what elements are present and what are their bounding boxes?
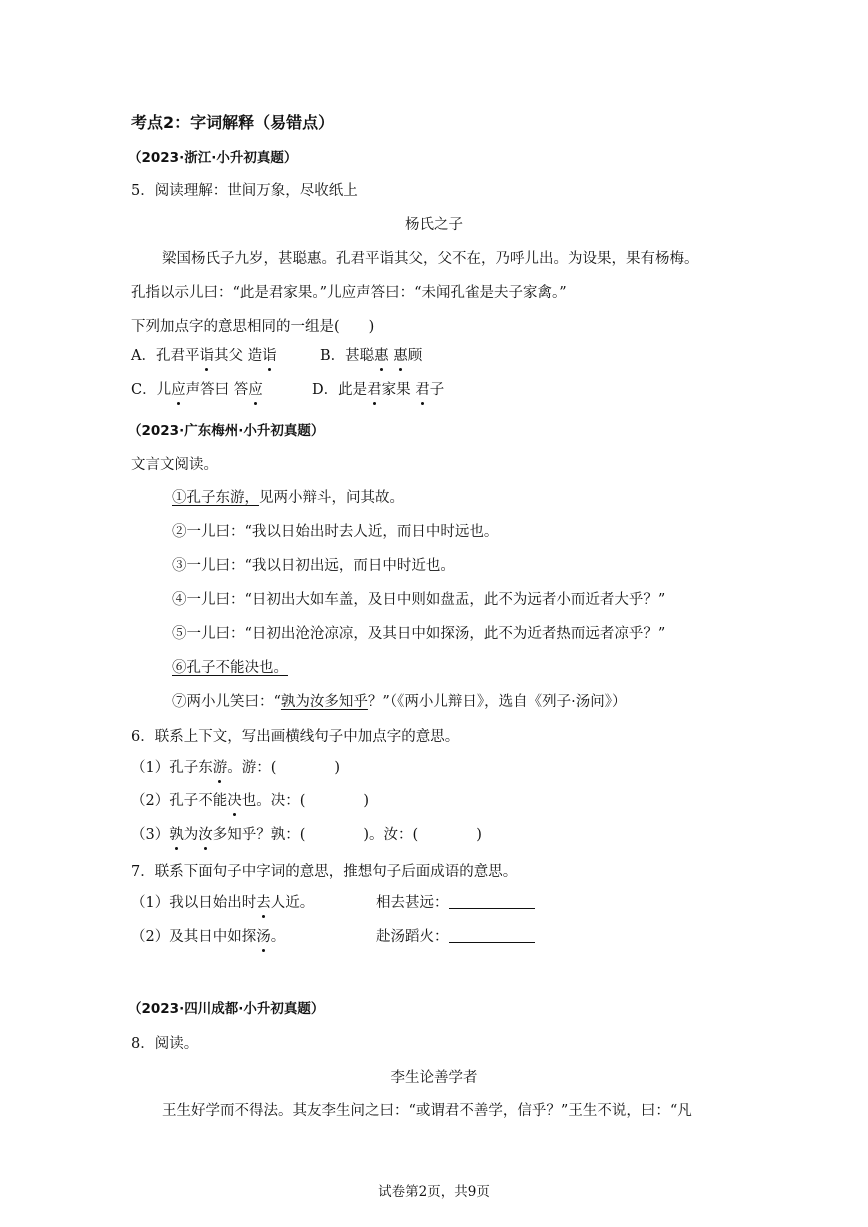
question-7-item: （1）我以日始出时去人近。 bbox=[131, 895, 315, 911]
passage-line: ⑥孔子不能决也。 bbox=[172, 660, 288, 676]
answer-blank[interactable] bbox=[449, 928, 535, 943]
passage-line: ③一儿曰：“我以日初出远，而日中时近也。 bbox=[172, 558, 455, 574]
passage-line: ⑦两小儿笑曰：“孰为汝多知乎？”（《两小儿辩日》，选自《列子·汤问》） bbox=[172, 694, 627, 710]
section-heading: 考点2：字词解释（易错点） bbox=[131, 113, 335, 132]
idiom-answer: 赴汤蹈火： bbox=[376, 927, 535, 947]
question-6-item: （2）孔子不能决也。决：( ) bbox=[131, 793, 370, 809]
option-c: C．儿应声答曰 答应 bbox=[131, 382, 263, 398]
option-a: A．孔君平诣其父 造诣 bbox=[131, 348, 277, 364]
option-d: D．此是君家果 君子 bbox=[312, 382, 445, 398]
source-label: （2023·四川成都·小升初真题） bbox=[128, 1001, 325, 1017]
question-6-item: （1）孔子东游。游：( ) bbox=[131, 760, 341, 776]
passage-title: 李生论善学者 bbox=[390, 1070, 478, 1086]
reading-intro: 文言文阅读。 bbox=[131, 457, 218, 473]
passage-line: ①孔子东游，见两小辩斗，问其故。 bbox=[172, 490, 404, 506]
passage-paragraph: 王生好学而不得法。其友李生问之曰：“或谓君不善学，信乎？”王生不说，曰：“凡 bbox=[162, 1103, 692, 1119]
option-b: B．甚聪惠 惠顾 bbox=[320, 348, 423, 364]
question-5-prompt: 5．阅读理解：世间万象，尽收纸上 bbox=[131, 183, 358, 199]
question-6-item: （3）孰为汝多知乎？孰：( )。汝：( ) bbox=[131, 827, 482, 843]
passage-title: 杨氏之子 bbox=[405, 217, 463, 233]
idiom-answer: 相去甚远： bbox=[376, 893, 535, 913]
passage-paragraph: 孔指以示儿曰：“此是君家果。”儿应声答曰：“未闻孔雀是夫子家禽。” bbox=[131, 285, 567, 301]
passage-line: ④一儿曰：“日初出大如车盖，及日中则如盘盂，此不为远者小而近者大乎？” bbox=[172, 592, 666, 608]
question-5-stem: 下列加点字的意思相同的一组是( ) bbox=[131, 319, 375, 335]
question-6-prompt: 6．联系上下文，写出画横线句子中加点字的意思。 bbox=[131, 729, 460, 745]
answer-blank[interactable] bbox=[449, 894, 535, 909]
question-7-prompt: 7．联系下面句子中字词的意思，推想句子后面成语的意思。 bbox=[131, 864, 518, 880]
page-footer: 试卷第2页，共9页 bbox=[378, 1184, 490, 1200]
question-7-item: （2）及其日中如探汤。 bbox=[131, 929, 286, 945]
passage-line: ⑤一儿曰：“日初出沧沧凉凉，及其日中如探汤，此不为近者热而远者凉乎？” bbox=[172, 626, 666, 642]
passage-line: ②一儿曰：“我以日始出时去人近，而日中时远也。 bbox=[172, 524, 499, 540]
passage-paragraph: 梁国杨氏子九岁，甚聪惠。孔君平诣其父，父不在，乃呼儿出。为设果，果有杨梅。 bbox=[162, 251, 699, 267]
source-label: （2023·广东梅州·小升初真题） bbox=[128, 423, 325, 439]
question-8-prompt: 8．阅读。 bbox=[131, 1036, 199, 1052]
source-label: （2023·浙江·小升初真题） bbox=[128, 150, 298, 166]
